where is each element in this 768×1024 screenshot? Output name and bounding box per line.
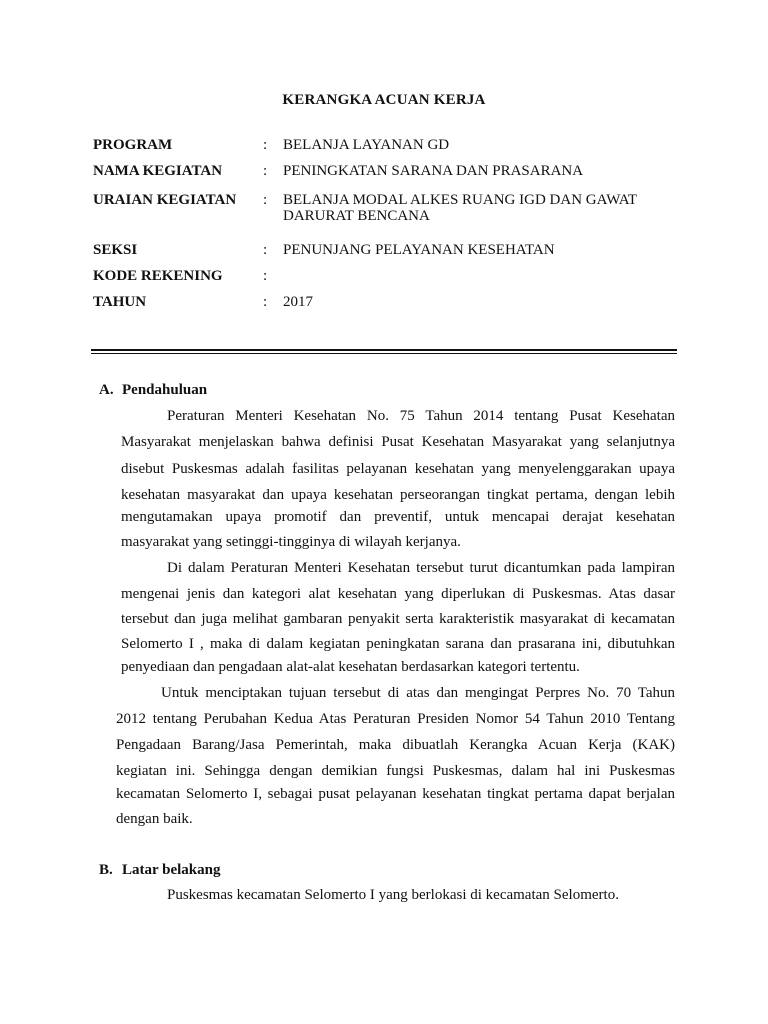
page-title: KERANGKA ACUAN KERJA	[282, 92, 486, 108]
paragraph-line: Peraturan Menteri Kesehatan No. 75 Tahun 2014 tentang Pusat Kesehatan	[167, 408, 675, 424]
paragraph-line: Di dalam Peraturan Menteri Kesehatan tersebut turut dicantumkan pada lampiran	[167, 560, 675, 576]
section-number: A.	[99, 382, 114, 398]
meta-value: PENUNJANG PELAYANAN KESEHATAN	[283, 242, 555, 258]
paragraph-line: tersebut dan juga melihat gambaran penyakit serta karakteristik masyarakat di kecamatan	[121, 611, 675, 627]
meta-label: SEKSI	[93, 242, 138, 258]
paragraph-line: Puskesmas kecamatan Selomerto I yang berlokasi di kecamatan Selomerto.	[167, 887, 619, 903]
meta-label: TAHUN	[93, 294, 147, 310]
meta-label: NAMA KEGIATAN	[93, 163, 223, 179]
paragraph-line: Untuk menciptakan tujuan tersebut di atas dan mengingat Perpres No. 70 Tahun	[161, 685, 675, 701]
section-title: Latar belakang	[122, 862, 221, 878]
paragraph-line: 2012 tentang Perubahan Kedua Atas Peraturan Presiden Nomor 54 Tahun 2010 Tentang	[116, 711, 675, 727]
meta-value: PENINGKATAN SARANA DAN PRASARANA	[283, 163, 584, 179]
section-heading-b	[99, 862, 221, 879]
paragraph-line: kesehatan masyarakat dan upaya kesehatan perseorangan tingkat pertama, dengan lebih	[121, 487, 675, 503]
paragraph-line: kegiatan ini. Sehingga dengan demikian fungsi Puskesmas, dalam hal ini Puskesmas	[116, 763, 675, 779]
paragraph-line: mengutamakan upaya promotif dan preventif, untuk mencapai derajat kesehatan	[121, 509, 675, 525]
meta-colon: :	[263, 242, 268, 258]
paragraph-line: Selomerto I , maka di dalam kegiatan peningkatan sarana dan prasarana ini, dibutuhkan	[121, 636, 675, 652]
meta-colon: :	[263, 137, 268, 153]
paragraph-line: disebut Puskesmas adalah fasilitas pelayanan kesehatan yang menyelenggarakan upaya	[121, 461, 675, 477]
meta-label: KODE REKENING	[93, 268, 223, 284]
paragraph-line: Masyarakat menjelaskan bahwa definisi Pusat Kesehatan Masyarakat yang selanjutnya	[121, 434, 675, 450]
meta-colon: :	[263, 163, 268, 179]
paragraph-line: Pengadaan Barang/Jasa Pemerintah, maka dibuatlah Kerangka Acuan Kerja (KAK)	[116, 737, 675, 753]
paragraph-line: kecamatan Selomerto I, sebagai pusat pelayanan kesehatan tingkat pertama dapat berjalan	[116, 786, 675, 802]
meta-colon: :	[263, 192, 268, 208]
separator-thin	[91, 353, 677, 354]
meta-label: URAIAN KEGIATAN	[93, 192, 237, 208]
paragraph-line: masyarakat yang setinggi-tingginya di wilayah kerjanya.	[121, 534, 461, 550]
meta-value: BELANJA MODAL ALKES RUANG IGD DAN GAWAT	[283, 192, 638, 208]
section-number: B.	[99, 862, 113, 878]
separator-thick	[91, 349, 677, 351]
meta-value: 2017	[283, 294, 313, 310]
paragraph-line: mengenai jenis dan kategori alat kesehatan yang diperlukan di Puskesmas. Atas dasar	[121, 586, 675, 602]
paragraph-line: penyediaan dan pengadaan alat-alat kesehatan berdasarkan kategori tertentu.	[121, 659, 580, 675]
meta-value: BELANJA LAYANAN GD	[283, 137, 450, 153]
section-title: Pendahuluan	[122, 382, 208, 398]
meta-value-continued: DARURAT BENCANA	[283, 208, 430, 224]
section-heading-a	[99, 382, 207, 399]
meta-colon: :	[263, 294, 268, 310]
meta-colon: :	[263, 268, 268, 284]
paragraph-line: dengan baik.	[116, 811, 193, 827]
meta-label: PROGRAM	[93, 137, 173, 153]
